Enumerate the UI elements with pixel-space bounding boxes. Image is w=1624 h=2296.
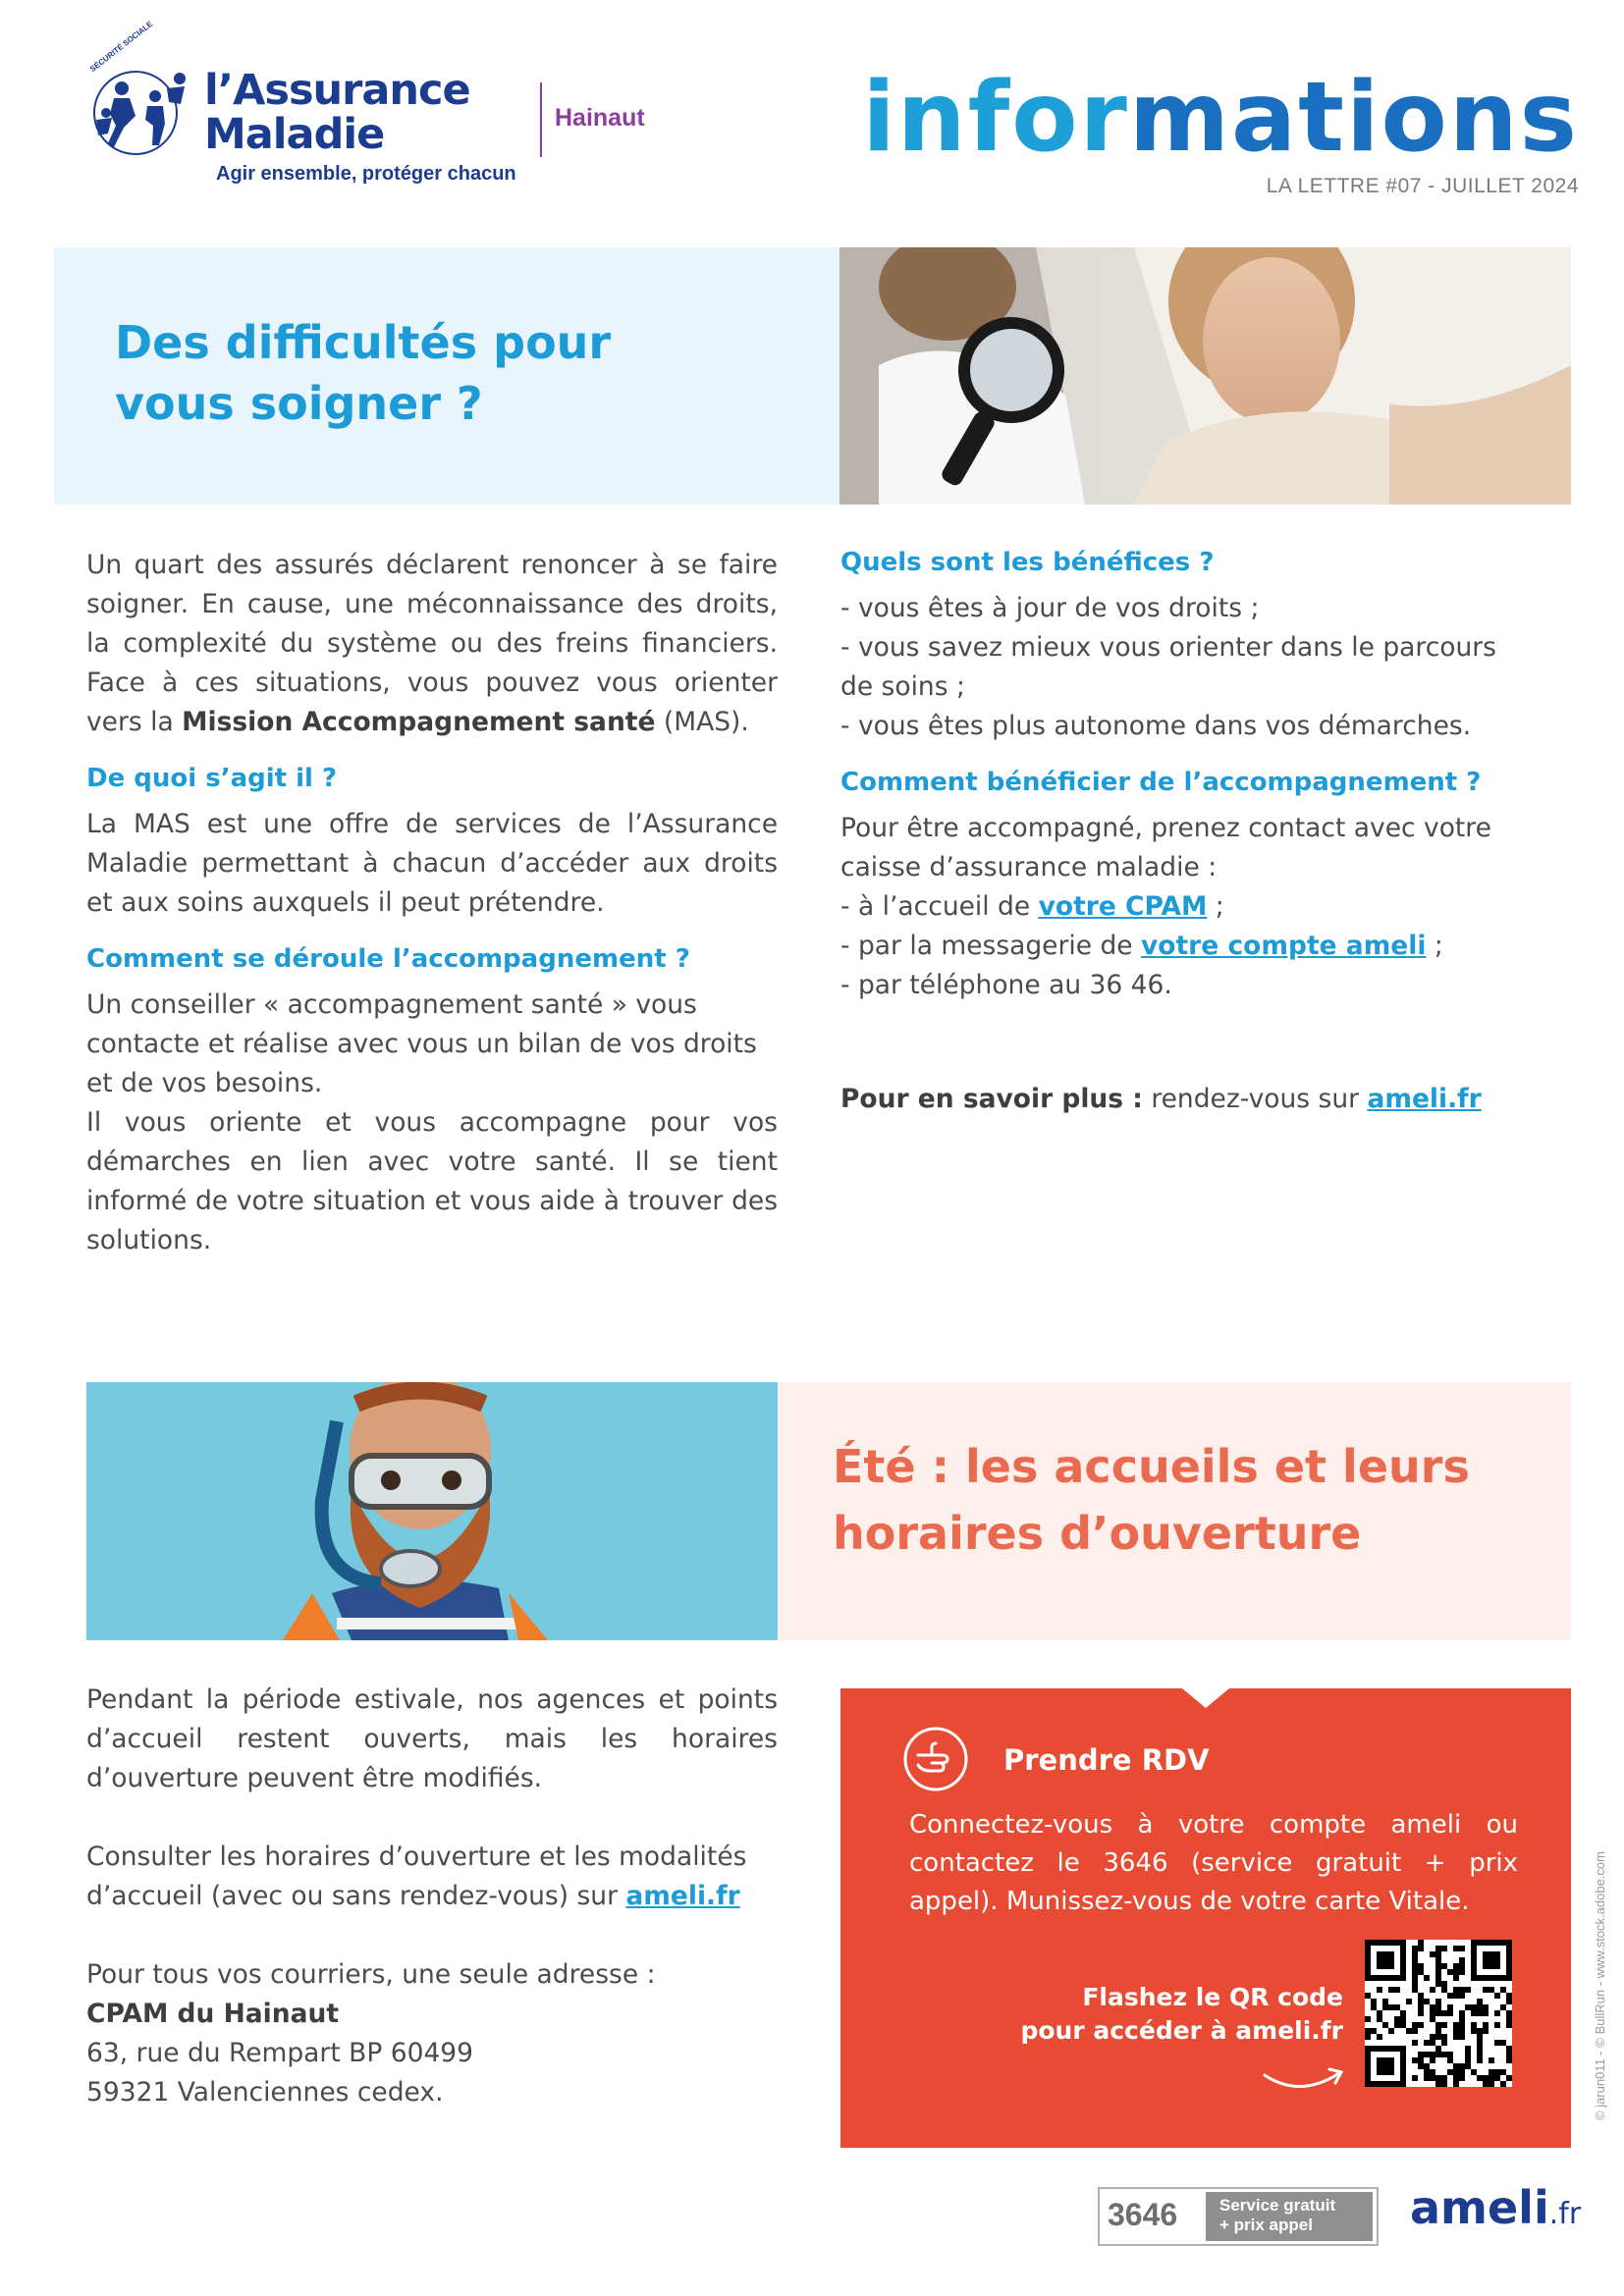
- assurance-maladie-logo: [86, 19, 538, 191]
- address-line2: 59321 Valenciennes cedex.: [86, 2077, 444, 2108]
- address-line1: 63, rue du Rempart BP 60499: [86, 2038, 474, 2068]
- benefit-item: - vous savez mieux vous orienter dans le parcours de soins ;: [840, 632, 1496, 702]
- address-name: CPAM du Hainaut: [86, 1999, 340, 2029]
- compte-ameli-link[interactable]: votre compte ameli: [1141, 931, 1427, 961]
- section1-heading-box: [54, 247, 839, 505]
- more-info: [840, 1080, 1528, 1119]
- answer-how-2: Il vous oriente et vous accompagne pour vos démarches en lien avec votre santé. Il se tient informé de votre situation et vous aide à trouver des solutions.: [86, 1107, 778, 1255]
- qr-code-icon: [1365, 1940, 1512, 2087]
- snorkel-man-photo: [86, 1382, 778, 1640]
- logo-line2: Maladie: [204, 110, 385, 159]
- photo-credit: © jarun011 - © BullRun - www.stock.adobe.com: [1593, 1851, 1607, 2120]
- question-benefits: Quels sont les bénéfices ?: [840, 548, 1215, 577]
- ameli-logo-suffix: .fr: [1548, 2197, 1582, 2231]
- phone-badge[interactable]: [1098, 2187, 1379, 2246]
- section1-banner: [54, 247, 1571, 505]
- access-line-text: ;: [1207, 891, 1224, 922]
- ameli-footer-logo[interactable]: [1410, 2181, 1581, 2234]
- section2-heading-box: [778, 1382, 1571, 1640]
- question-how: Comment se déroule l’accompagnement ?: [86, 944, 690, 974]
- access-line-text: - par la messagerie de: [840, 931, 1142, 961]
- section1-left-column: [86, 546, 778, 1260]
- pointing-hand-icon: [902, 1726, 969, 1792]
- phone-service-box: [1206, 2192, 1373, 2241]
- section2-left-column: [86, 1681, 778, 2112]
- appointment-title: Prendre RDV: [1003, 1743, 1210, 1777]
- issue-label: LA LETTRE #07 - JUILLET 2024: [1266, 175, 1579, 197]
- question-what: De quoi s’agit il ?: [86, 764, 338, 793]
- phone-number: 3646: [1108, 2197, 1178, 2232]
- section1-heading: [115, 312, 611, 434]
- question-access: Comment bénéficier de l’accompagnement ?: [840, 768, 1482, 797]
- curved-arrow-icon: [1261, 2061, 1349, 2101]
- answer-what: La MAS est une offre de services de l’Assurance Maladie permettant à chacun d’accéder aux droits et aux soins auxquels il peut prétendre.: [86, 809, 778, 918]
- appointment-box-notch: [1182, 1688, 1229, 1708]
- intro-bold: Mission Accompagnement santé: [182, 707, 656, 737]
- phone-service-line1: Service gratuit: [1219, 2196, 1336, 2215]
- benefit-item: - vous êtes à jour de vos droits ;: [840, 593, 1260, 623]
- intro-text: Un quart des assurés déclarent renoncer à se faire soigner. En cause, une méconnaissance des droits, la complexité du système ou des freins financiers. Face à ces situations, vous pouvez vous orienter vers la: [86, 550, 778, 737]
- appointment-text: Connectez-vous à votre compte ameli ou contactez le 3646 (service gratuit + prix appel). Munissez-vous de votre carte Vitale.: [909, 1810, 1518, 1916]
- newsletter-title: [862, 62, 1579, 174]
- ameli-logo-text: ameli: [1410, 2181, 1549, 2234]
- votre-cpam-link[interactable]: votre CPAM: [1038, 891, 1208, 922]
- benefit-item: - vous êtes plus autonome dans vos démarches.: [840, 711, 1472, 741]
- title-part1: infor: [862, 62, 1129, 174]
- access-line-text: ;: [1426, 931, 1443, 961]
- summer-intro: Pendant la période estivale, nos agences et points d’accueil restent ouverts, mais les horaires d’ouverture peuvent être modifiés.: [86, 1684, 778, 1793]
- ameli-hours-link[interactable]: ameli.fr: [625, 1881, 740, 1911]
- flash-line2: pour accéder à ameli.fr: [1020, 2016, 1343, 2045]
- qr-code[interactable]: [1365, 1940, 1512, 2087]
- section1-intro: [86, 546, 778, 742]
- summer-hours-text: Consulter les horaires d’ouverture et les modalités d’accueil (avec ou sans rendez-vous) sur: [86, 1842, 747, 1911]
- logo-line1: l’Assurance: [204, 66, 470, 115]
- region-label: Hainaut: [555, 104, 645, 132]
- flash-qr-text: [1020, 1981, 1343, 2048]
- answer-access-intro: Pour être accompagné, prenez contact avec votre caisse d’assurance maladie :: [840, 813, 1491, 882]
- appointment-box: [840, 1688, 1571, 2148]
- logo-small-text: SÉCURITÉ SOCIALE: [88, 19, 155, 75]
- access-line-cpam: [840, 887, 1528, 927]
- access-line-phone: - par téléphone au 36 46.: [840, 970, 1172, 1000]
- section2-heading-line1: Été : les accueils et leurs: [833, 1440, 1470, 1493]
- more-info-bold: Pour en savoir plus :: [840, 1084, 1143, 1114]
- more-info-text: rendez-vous sur: [1142, 1084, 1368, 1114]
- phone-service-line2: + prix appel: [1219, 2216, 1313, 2234]
- logo-tagline: Agir ensemble, protéger chacun: [216, 163, 516, 185]
- logo-emblem-icon: [86, 59, 194, 167]
- section2-heading-line2: horaires d’ouverture: [833, 1507, 1362, 1560]
- header-divider: [540, 82, 542, 157]
- answer-how-1: Un conseiller « accompagnement santé » vous contacte et réalise avec vous un bilan de vos droits et de vos besoins.: [86, 989, 757, 1098]
- intro-end: (MAS).: [663, 707, 749, 737]
- access-line-ameli: [840, 927, 1528, 966]
- ameli-link[interactable]: ameli.fr: [1367, 1084, 1482, 1114]
- mail-intro: Pour tous vos courriers, une seule adresse :: [86, 1959, 656, 1990]
- access-line-text: - à l’accueil de: [840, 891, 1039, 922]
- flash-line1: Flashez le QR code: [1082, 1983, 1343, 2011]
- section1-heading-line2: vous soigner ?: [115, 377, 483, 430]
- doctor-examination-photo: [839, 247, 1571, 505]
- title-part2: mations: [1128, 62, 1579, 174]
- section2-heading: [833, 1433, 1470, 1567]
- summer-hours: [86, 1838, 778, 1916]
- section1-right-column: [840, 548, 1528, 1119]
- section1-heading-line1: Des difficultés pour: [115, 316, 612, 369]
- benefits-list: [840, 589, 1528, 746]
